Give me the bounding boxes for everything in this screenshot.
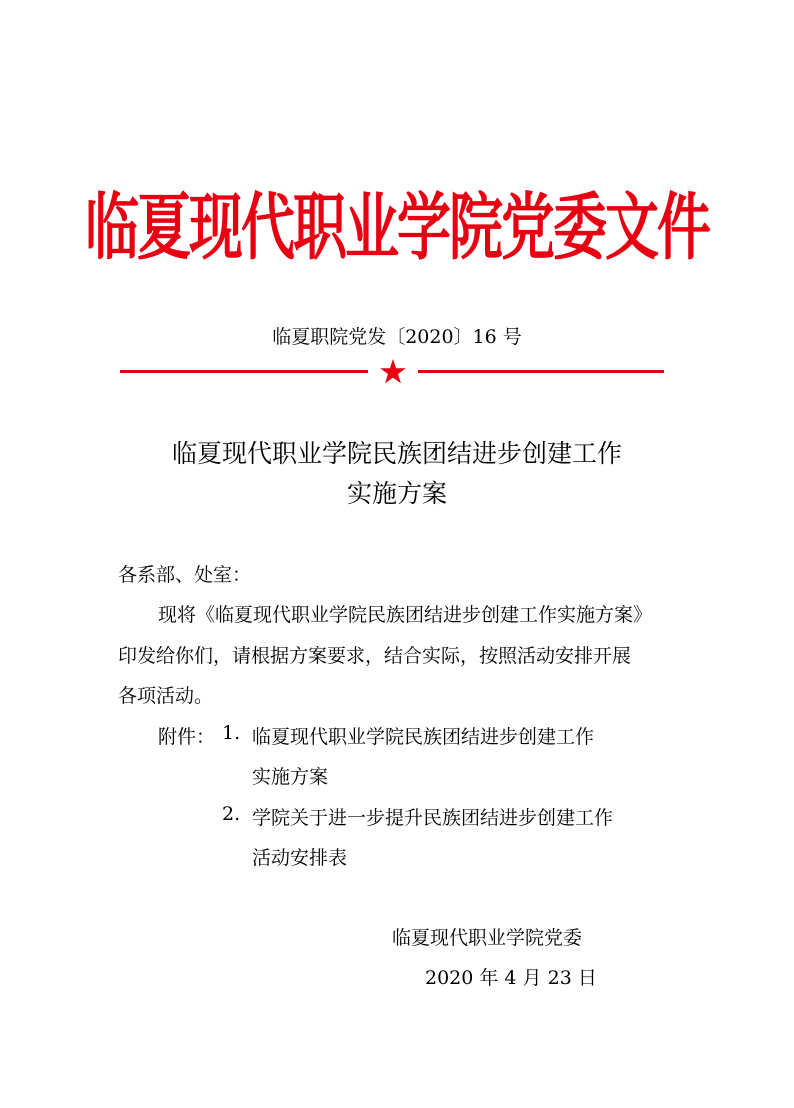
paragraph-line-2: 印发给你们，请根据方案要求，结合实际，按照活动安排开展 [118, 645, 632, 667]
document-title [0, 434, 794, 514]
attachment-1-title-line2: 实施方案 [252, 766, 329, 788]
attachment-2-title-line2: 活动安排表 [252, 847, 348, 869]
divider-line-left [120, 370, 368, 373]
paragraph-line-3: 各项活动。 [118, 685, 214, 707]
attachment-2-title-line1: 学院关于进一步提升民族团结进步创建工作 [252, 807, 614, 829]
header-title: 临夏现代职业学院党委文件 [85, 184, 709, 270]
document-title-line1: 临夏现代职业学院民族团结进步创建工作 [171, 439, 622, 468]
signature-date: 2020 年 4 月 23 日 [425, 967, 597, 989]
attachments-label: 附件： [158, 726, 216, 748]
document-number: 临夏职院党发〔2020〕16 号 [272, 326, 522, 348]
attachment-1-title-line1: 临夏现代职业学院民族团结进步创建工作 [252, 726, 595, 748]
star-icon [379, 358, 407, 386]
attachment-2-number: 2. [222, 803, 241, 825]
paragraph-line-1: 现将《临夏现代职业学院民族团结进步创建工作实施方案》 [158, 604, 653, 626]
signature-organization: 临夏现代职业学院党委 [392, 927, 583, 949]
document-title-line2: 实施方案 [346, 479, 447, 508]
attachment-1-number: 1. [222, 722, 241, 744]
divider-line-right [418, 370, 664, 373]
salutation: 各系部、处室： [118, 564, 252, 586]
header-divider [120, 358, 664, 386]
